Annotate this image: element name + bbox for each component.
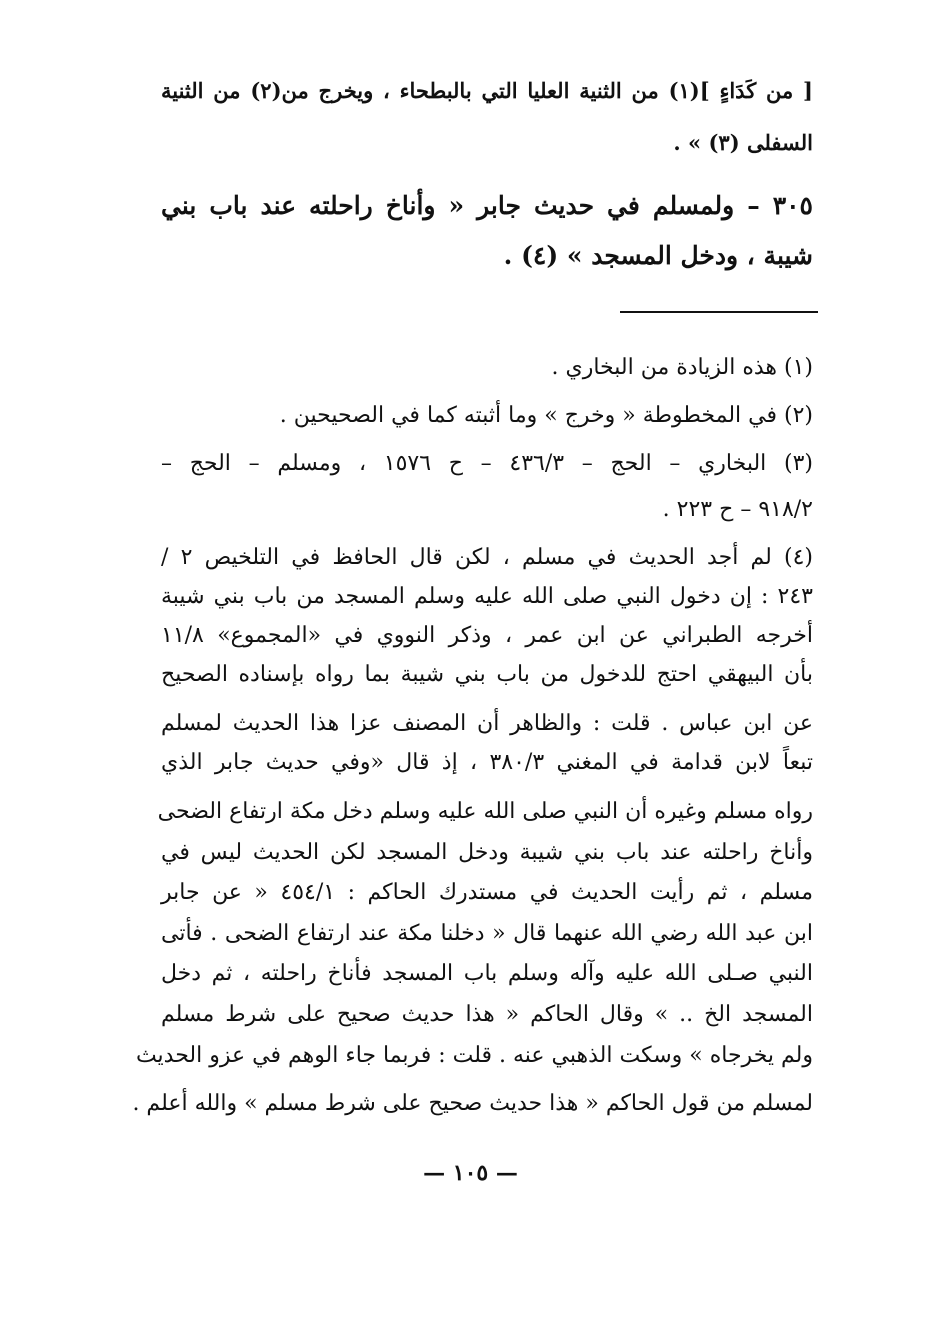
footnote-4-line: ٢٤٣ : إن دخول النبي صلى الله عليه وسلم المسجد من باب بني شيبة [161,584,813,609]
footnote-4-line: لمسلم من قول الحاكم « هذا حديث صحيح على شرط مسلم » والله أعلم . [132,1091,813,1116]
footnote-4-line: ابن عبد الله رضي الله عنهما قال « دخلنا مكة عند ارتفاع الضحى . فأتى [161,921,813,946]
main-text-line: [ من كَدَاءٍ ](١) من الثنية العليا التي بالبطحاء ، ويخرج من(٢) من الثنية [161,78,813,103]
footnote-4-line: تبعاً لابن قدامة في المغني ٣٨٠/٣ ، إذ قال «وفي حديث جابر الذي [161,750,813,775]
footnote-2: (٢) في المخطوطة « وخرج » وما أثبته كما في الصحيحين . [279,403,813,428]
footnote-4-line: مسلم ، ثم رأيت الحديث في مستدرك الحاكم : ٤٥٤/١ « عن جابر [161,880,813,905]
footnote-4-line: أخرجه الطبراني عن ابن عمر ، وذكر النووي في «المجموع» ١١/٨ [161,623,813,648]
main-text-line: السفلى (٣) » . [673,130,813,155]
footnote-4-line: رواه مسلم وغيره أن النبي صلى الله عليه وسلم دخل مكة ارتفاع الضحى [157,799,813,824]
footnote-separator [620,311,818,313]
footnote-4-line: (٤) لم أجد الحديث في مسلم ، لكن قال الحافظ في التلخيص ٢ / [161,545,813,570]
hadith-305-line: ٣٠٥ – ولمسلم في حديث جابر « وأناخ راحلته عند باب بني [161,191,813,220]
hadith-305-line: شيبة ، ودخل المسجد » (٤) . [503,241,813,270]
footnote-4-line: بأن البيهقي احتج للدخول من باب بني شيبة بما رواه بإسناده الصحيح [161,662,813,687]
footnote-3-line: ٩١٨/٢ – ح ٢٢٣ . [662,497,813,522]
footnote-4-line: النبي صـلى الله عليه وآله وسلم باب المسجد فأناخ راحلته ، ثم دخل [161,961,813,986]
footnote-3-line: (٣) البخاري – الحج – ٤٣٦/٣ – ح ١٥٧٦ ، ومسلم – الحج – [161,451,813,476]
footnote-4-line: وأناخ راحلته عند باب بني شيبة ودخل المسجد لكن الحديث ليس في [161,840,813,865]
footnote-4-line: ولم يخرجاه » وسكت الذهبي عنه . قلت : فربما جاء الوهم في عزو الحديث [135,1043,813,1068]
footnote-4-line: عن ابن عباس . قلت : والظاهر أن المصنف عزا هذا الحديث لمسلم [161,711,813,736]
footnote-4-line: المسجد الخ .. » وقال الحاكم « هذا حديث صحيح على شرط مسلم [161,1002,813,1027]
footnote-1: (١) هذه الزيادة من البخاري . [551,355,813,380]
page-number: — ١٠٥ — [423,1160,518,1186]
